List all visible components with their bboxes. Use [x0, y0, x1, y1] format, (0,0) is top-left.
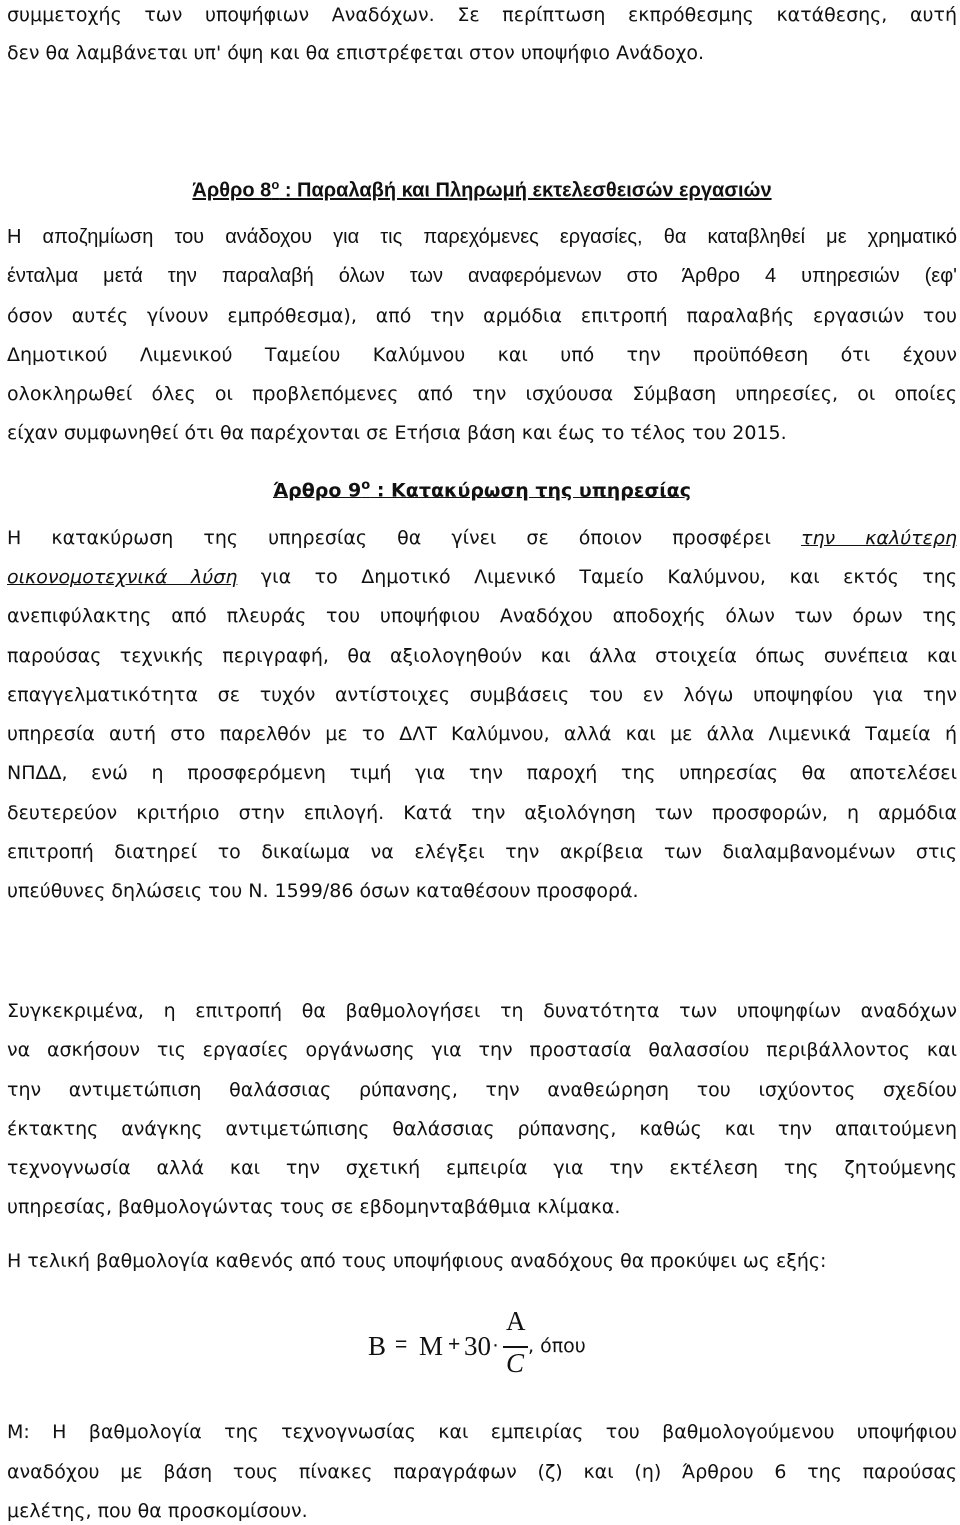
article-9-line: επαγγελματικότητα σε τυχόν αντίστοιχες συμβάσεις του εν λόγω υποψηφίου για την: [7, 684, 957, 706]
article-9-line: επιτροπή διατηρεί το δικαίωμα να ελέγξει την ακρίβεια των διαλαμβανομένων στις: [7, 841, 957, 863]
emphasis-text: την καλύτερη: [801, 527, 957, 549]
definition-line: αναδόχου με βάση τους πίνακες παραγράφων (ζ) και (η) Άρθρου 6 της παρούσας: [7, 1461, 957, 1483]
article-8-heading: Άρθρο $8^o$ : Παραλαβή και Πληρωμή εκτελεσθεισών εργασιών: [192, 177, 772, 202]
scoring-line: τεχνογνωσία αλλά και την σχετική εμπειρία για την εκτέλεση της ζητούμενης: [7, 1157, 957, 1179]
article-8-line: ένταλμα μετά την παραλαβή όλων των αναφερόμενων στο Άρθρο 4 υπηρεσιών (εφ': [7, 265, 957, 287]
article-9-line: Η κατακύρωση της υπηρεσίας θα γίνει σε όποιον προσφέρει την καλύτερη: [7, 527, 957, 549]
article-9-line: οικονομοτεχνικά λύση για το Δημοτικό Λιμενικό Ταμείο Καλύμνου, και εκτός της: [7, 566, 957, 588]
definition-line: Μ: Η βαθμολογία της τεχνογνωσίας και εμπειρίας του βαθμολογούμενου υποψήφιου: [7, 1421, 957, 1443]
article-8-line: όσον αυτές γίνουν εμπρόθεσμα), από την αρμόδια επιτροπή παραλαβής εργασιών του: [7, 305, 957, 327]
article-9-line: ΝΠΔΔ, ενώ η προσφερόμενη τιμή για την παροχή της υπηρεσίας θα αποτελέσει: [7, 762, 957, 784]
article-9-heading: Άρθρο $9^o$ : Κατακύρωση της υπηρεσίας: [272, 478, 691, 502]
article-9-line: ανεπιφύλακτης από πλευράς του υποψήφιου Αναδόχου αποδοχής όλων των όρων της: [7, 605, 957, 627]
scoring-line: να ασκήσουν τις εργασίες οργάνωσης για την προστασία θαλασσίου περιβάλλοντος και: [7, 1039, 957, 1061]
scoring-line: την αντιμετώπιση θαλάσσιας ρύπανσης, την αναθεώρηση του ισχύοντος σχεδίου: [7, 1079, 957, 1101]
formula-denominator: C: [506, 1348, 525, 1378]
intro-line: συμμετοχής των υποψήφιων Αναδόχων. Σε περίπτωση εκπρόθεσμης κατάθεσης, αυτή: [7, 4, 957, 26]
intro-line: δεν θα λαμβάνεται υπ' όψη και θα επιστρέφεται στον υποψήφιο Ανάδοχο.: [7, 42, 705, 64]
definition-line: μελέτης, που θα προσκομίσουν.: [7, 1500, 308, 1522]
scoring-line: Συγκεκριμένα, η επιτροπή θα βαθμολογήσει τη δυνατότητα των υποψηφίων αναδόχων: [7, 1000, 957, 1022]
article-8-line: Η αποζημίωση του ανάδοχου για τις παρεχόμενες εργασίες, θα καταβληθεί με χρηματικό: [7, 226, 957, 248]
emphasis-text: οικονομοτεχνικά λύση: [7, 566, 238, 588]
formula-numerator: A: [506, 1306, 526, 1336]
score-formula: [0, 1306, 960, 1385]
formula-dot: ·: [492, 1333, 499, 1356]
article-8-line: Δημοτικού Λιμενικού Ταμείου Καλύμνου και υπό την προϋπόθεση ότι έχουν: [7, 344, 957, 366]
formula-tail: , όπου: [528, 1335, 586, 1357]
formula-m: M: [419, 1331, 444, 1361]
article-8-line: είχαν συμφωνηθεί ότι θα παρέχονται σε Ετήσια βάση και έως το τέλος του 2015.: [7, 422, 787, 444]
formula-plus: +: [448, 1333, 461, 1356]
article-9-line: δευτερεύον κριτήριο στην επιλογή. Κατά την αξιολόγηση των προσφορών, η αρμόδια: [7, 802, 957, 824]
scoring-line: έκτακτης ανάγκης αντιμετώπισης θαλάσσιας ρύπανσης, καθώς και την απαιτούμενη: [7, 1118, 957, 1140]
scoring-line: υπηρεσίας, βαθμολογώντας τους σε εβδομηνταβάθμια κλίμακα.: [7, 1196, 621, 1218]
formula-coef: 30: [464, 1331, 491, 1361]
article-9-line: υπεύθυνες δηλώσεις του Ν. 1599/86 όσων καταθέσουν προσφορά.: [7, 880, 639, 902]
formula-lhs: B: [368, 1331, 387, 1361]
article-9-line: υπηρεσία αυτή στο παρελθόν με το ΔΛΤ Καλύμνου, αλλά και με άλλα Λιμενικά Ταμεία ή: [7, 723, 957, 745]
final-score-intro: Η τελική βαθμολογία καθενός από τους υποψήφιους αναδόχους θα προκύψει ως εξής:: [7, 1250, 827, 1272]
article-9-line: παρούσας τεχνικής περιγραφή, θα αξιολογηθούν και άλλα στοιχεία όπως συνέπεια και: [7, 645, 957, 667]
formula-equals: =: [395, 1333, 408, 1356]
article-8-line: ολοκληρωθεί όλες οι προβλεπόμενες από την ισχύουσα Σύμβαση υπηρεσίες, οι οποίες: [7, 383, 957, 405]
